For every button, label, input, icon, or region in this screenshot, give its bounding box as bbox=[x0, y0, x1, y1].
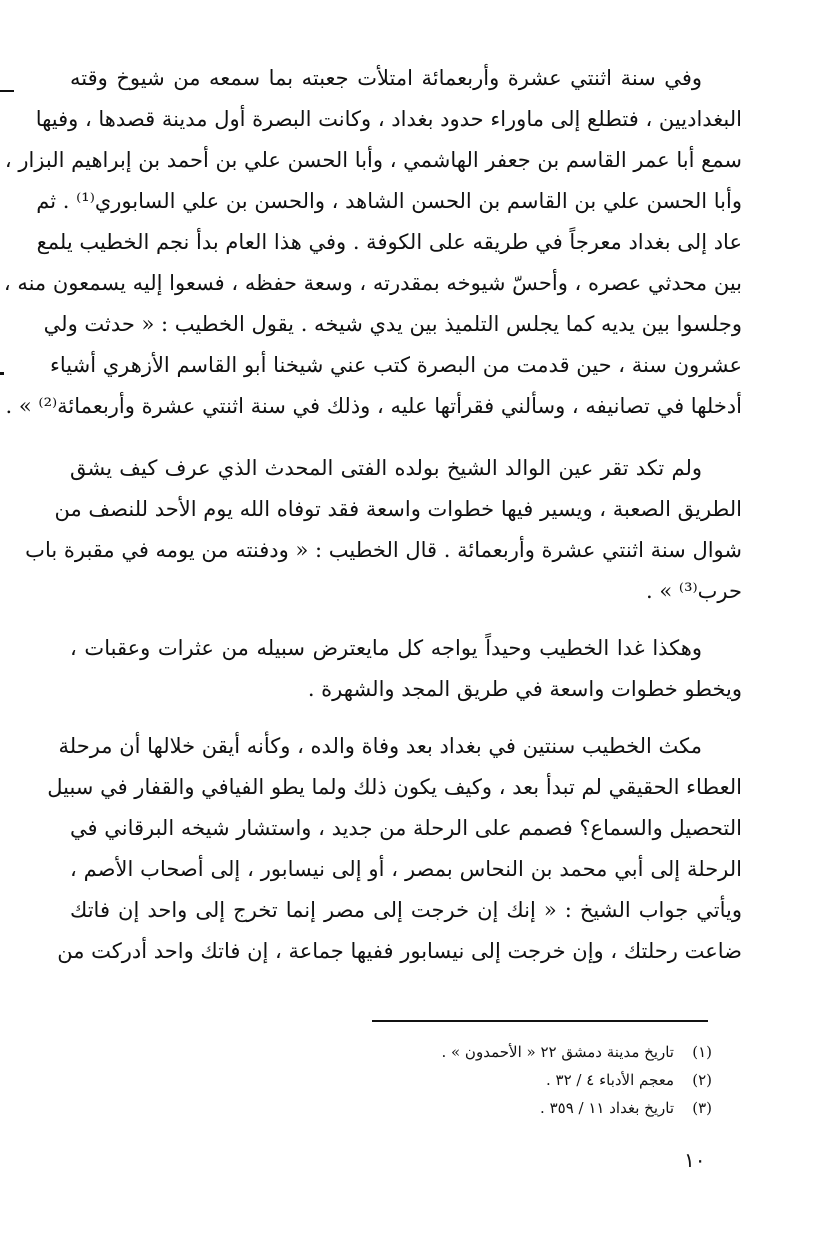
paragraph bbox=[47, 726, 742, 972]
text-line: التحصيل والسماع؟ فصمم على الرحلة من جديد ، واستشار شيخه البرقاني في bbox=[70, 816, 742, 840]
text-line: سمع أبا عمر القاسم بن جعفر الهاشمي ، وأبا الحسن علي بن أحمد بن إبراهيم البزار ، bbox=[4, 148, 742, 172]
text-line: وهكذا غدا الخطيب وحيداً يواجه كل مايعترض سبيله من عثرات وعقبات ، bbox=[70, 636, 702, 660]
footnotes bbox=[372, 1038, 712, 1122]
text-line: وفي سنة اثنتي عشرة وأربعمائة امتلأت جعبته بما سمعه من شيوخ وقته bbox=[70, 66, 702, 90]
footnote-text: معجم الأدباء ٤ / ٣٢ . bbox=[545, 1071, 674, 1089]
footnote bbox=[372, 1038, 712, 1066]
scan-edge-mark-top bbox=[0, 90, 14, 92]
paragraph bbox=[70, 628, 742, 710]
text-line: مكث الخطيب سنتين في بغداد بعد وفاة والده ، وكأنه أيقن خلالها أن مرحلة bbox=[58, 734, 702, 758]
text-line: شوال سنة اثنتي عشرة وأربعمائة . قال الخطيب : « ودفنته من يومه في مقبرة باب bbox=[25, 538, 742, 562]
paragraph bbox=[3, 58, 742, 427]
main-text bbox=[3, 58, 742, 427]
text-line: الطريق الصعبة ، ويسير فيها خطوات واسعة فقد توفاه الله يوم الأحد للنصف من bbox=[54, 497, 742, 521]
footnote-number: (٣) bbox=[692, 1099, 712, 1117]
paragraph bbox=[25, 448, 742, 612]
text-line: حرب⁽³⁾ » . bbox=[646, 579, 742, 603]
text-line: عشرون سنة ، حين قدمت من البصرة كتب عني شيخنا أبو القاسم الأزهري أشياء bbox=[50, 353, 742, 377]
text-line: وجلسوا بين يديه كما يجلس التلميذ بين يدي شيخه . يقول الخطيب : « حدثت ولي bbox=[43, 312, 742, 336]
footnote-number: (١) bbox=[692, 1043, 712, 1061]
main-text bbox=[70, 628, 742, 710]
text-line: عاد إلى بغداد معرجاً في طريقه على الكوفة . وفي هذا العام بدأ نجم الخطيب يلمع bbox=[36, 230, 742, 254]
text-line: أدخلها في تصانيفه ، وسألني فقرأتها عليه ، وذلك في سنة اثنتي عشرة وأربعمائة⁽²⁾ » . bbox=[5, 394, 742, 418]
footnote-text: تاريخ بغداد ١١ / ٣٥٩ . bbox=[540, 1099, 674, 1117]
scan-edge-mark-middle bbox=[0, 372, 4, 375]
text-line: ويخطو خطوات واسعة في طريق المجد والشهرة . bbox=[307, 677, 742, 701]
text-line: ولم تكد تقر عين الوالد الشيخ بولده الفتى المحدث الذي عرف كيف يشق bbox=[70, 456, 702, 480]
text-line: العطاء الحقيقي لم تبدأ بعد ، وكيف يكون ذلك ولما يطو الفيافي والقفار في سبيل bbox=[47, 775, 742, 799]
main-text bbox=[25, 448, 742, 612]
text-line: بين محدثي عصره ، وأحسّ شيوخه بمقدرته ، وسعة حفظه ، فسعوا إليه يسمعون منه ، bbox=[3, 271, 742, 295]
footnote-separator bbox=[372, 1020, 708, 1022]
text-line: البغداديين ، فتطلع إلى ماوراء حدود بغداد ، وكانت البصرة أول مدينة قصدها ، وفيها bbox=[35, 107, 742, 131]
text-line: وأبا الحسن علي بن القاسم بن الحسن الشاهد ، والحسن بن علي السابوري⁽¹⁾ . ثم bbox=[36, 189, 742, 213]
text-line: ويأتي جواب الشيخ : « إنك إن خرجت إلى مصر إنما تخرج إلى واحد إن فاتك bbox=[70, 898, 742, 922]
footnote-text: تاريخ مدينة دمشق ٢٢ « الأحمدون » . bbox=[441, 1043, 674, 1061]
text-line: ضاعت رحلتك ، وإن خرجت إلى نيسابور ففيها جماعة ، إن فاتك واحد أدركت من bbox=[57, 939, 742, 963]
footnote bbox=[372, 1094, 712, 1122]
footnote-number: (٢) bbox=[692, 1071, 712, 1089]
text-line: الرحلة إلى أبي محمد بن النحاس بمصر ، أو إلى نيسابور ، إلى أصحاب الأصم ، bbox=[70, 857, 742, 881]
page-number: ١٠ bbox=[684, 1148, 706, 1172]
footnote bbox=[372, 1066, 712, 1094]
main-text bbox=[47, 726, 742, 972]
